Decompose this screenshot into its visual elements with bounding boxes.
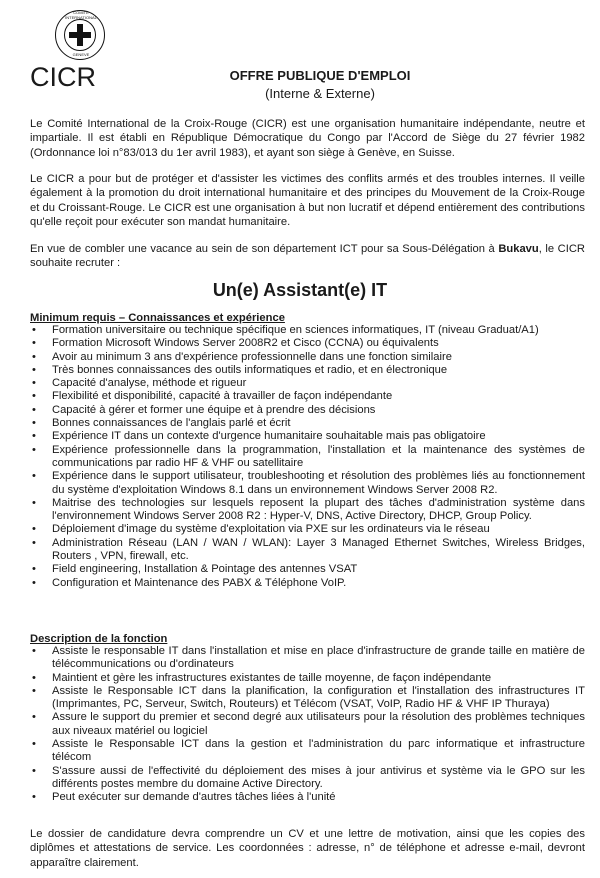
intro-p3-end: , le CICR souhaite recruter : [30,243,585,270]
description-list [30,645,585,805]
list-item: • Assiste le responsable IT dans l'installation et mise en place d'infrastructure de grande taille en matière de télécommunications ou d'ordinateurs [30,645,585,672]
description-heading: Description de la fonction [30,633,168,645]
list-item: • Avoir au minimum 3 ans d'expérience professionnelle dans une fonction similaire [30,351,585,364]
list-item: • Expérience professionnelle dans la programmation, l'installation et la maintenance des systèmes de communications par radio HF & VHF ou satellitaire [30,444,585,471]
list-item: • Configuration et Maintenance des PABX & Téléphone VoIP. [30,577,585,590]
list-item: • Flexibilité et disponibilité, capacité à travailler de façon indépendante [30,390,585,403]
red-cross-seal-icon [55,10,105,60]
intro-paragraph-1: Le Comité International de la Croix-Rouge (CICR) est une organisation humanitaire indépendante, neutre et impartiale. Il est établi en République Démocratique du Congo par l'Accord de Siège du 27 février 1982 (Ordonnance loi n°83/013 du 1er avril 1983), et ayant son siège à Genève, en Suisse. [30,118,585,159]
list-item: • Maintient et gère les infrastructures existantes de taille moyenne, de façon indépendante [30,672,585,685]
list-item: • Assure le support du premier et second degré aux utilisateurs pour la résolution des problèmes techniques aux niveaux matériel ou logiciel [30,711,585,738]
document-subtitle: (Interne & Externe) [265,86,375,101]
list-item: • S'assure aussi de l'effectivité du déploiement des mises à jour antivirus et système via le GPO sur les différents postes membre du domaine Active Directory. [30,765,585,792]
document-title: OFFRE PUBLIQUE D'EMPLOI [229,68,411,83]
requirements-heading: Minimum requis – Connaissances et expérience [30,312,285,324]
seal-text-top: COMITE INTERNATIONAL [65,10,97,20]
location-name: Bukavu [498,243,539,255]
list-item: • Assiste le Responsable ICT dans la planification, la configuration et l'installation des infrastructures IT (Imprimantes, PC, Serveur, Switch, Routeurs) et Télécom (VSAT, VoIP, Radio HF & VHF IP Thuraya) [30,685,585,712]
list-item: • Capacité d'analyse, méthode et rigueur [30,377,585,390]
list-item: • Expérience IT dans un contexte d'urgence humanitaire souhaitable mais pas obligatoire [30,430,585,443]
list-item: • Field engineering, Installation & Pointage des antennes VSAT [30,563,585,576]
intro-paragraph-2: Le CICR a pour but de protéger et d'assister les victimes des conflits armés et des troubles internes. Il veille également à la promotion du droit international humanitaire et des principes du Mouvement de la Croix-Rouge et du Croissant-Rouge. Le CICR est une organisation à but non lucratif et dépend entièrement des contributions qu'elle reçoit pour exécuter son mandat humanitaire. [30,173,585,228]
list-item: • Assiste le Responsable ICT dans la gestion et l'administration du parc informatique et infrastructure télécom [30,738,585,765]
list-item: • Formation universitaire ou technique spécifique en sciences informatiques, IT (niveau Graduat/A1) [30,324,585,337]
requirements-list [30,324,585,590]
job-title: Un(e) Assistant(e) IT [212,280,388,300]
intro-paragraph-3 [30,242,585,271]
list-item: • Expérience dans le support utilisateur, troubleshooting et résolution des problèmes liés au fonctionnement du système d'exploitation Windows 8.1 dans un environnement Windows Server 2008 R2. [30,470,585,497]
list-item: • Peut exécuter sur demande d'autres tâches liées à l'unité [30,791,585,804]
list-item: • Très bonnes connaissances des outils informatiques et radio, et en électronique [30,364,585,377]
list-item: • Formation Microsoft Windows Server 2008R2 et Cisco (CCNA) ou équivalents [30,337,585,350]
list-item: • Déploiement d'image du système d'exploitation via PXE sur les ordinateurs via le réseau [30,523,585,536]
intro-p3-start: En vue de combler une vacance au sein de son département ICT pour sa Sous-Délégation à [30,243,499,255]
closing-paragraph: Le dossier de candidature devra comprendre un CV et une lettre de motivation, ainsi que les copies des diplômes et attestations de service. Les coordonnées : adresse, n° de téléphone et adresse e-mail, devront apparaître clairement. [30,828,585,869]
seal-text-bottom: GENEVE [72,52,90,57]
list-item: • Maitrise des technologies sur lesquels reposent la plupart des tâches d'administration système dans l'environnement Windows Server 2008 R2 : Hyper-V, DNS, Active Directory, DHCP, Group Policy. [30,497,585,524]
org-short-name: CICR [30,62,96,92]
list-item: • Capacité à gérer et former une équipe et à prendre des décisions [30,404,585,417]
list-item: • Bonnes connaissances de l'anglais parlé et écrit [30,417,585,430]
list-item: • Administration Réseau (LAN / WAN / WLAN): Layer 3 Managed Ethernet Switches, Wireless Bridges, Routers , VPN, firewall, etc. [30,537,585,564]
